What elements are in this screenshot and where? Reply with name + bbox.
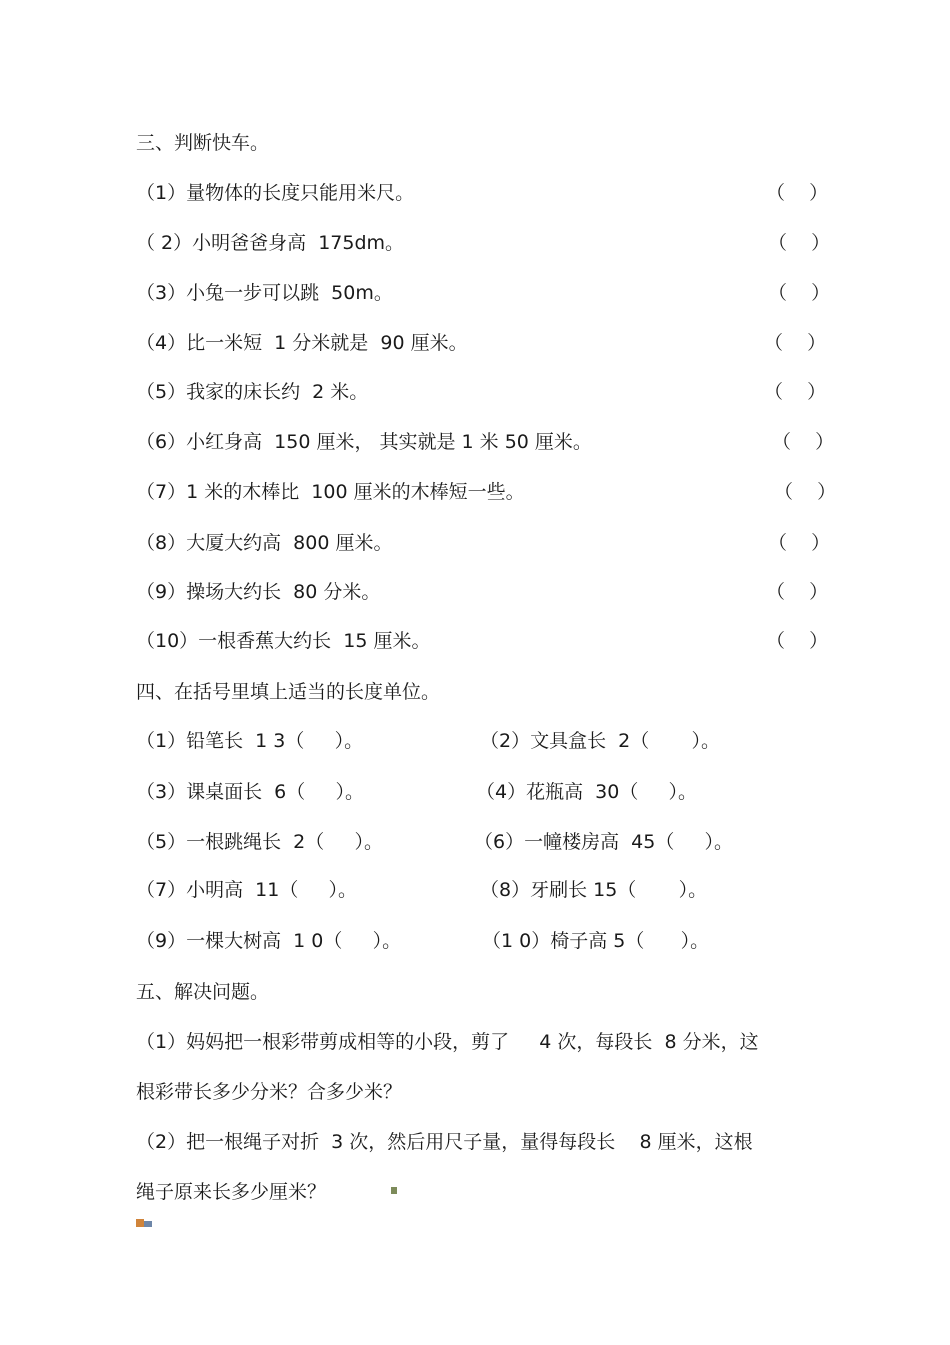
judge-answer-3: （ ） <box>768 282 831 304</box>
unit-item-3: （3）课桌面长 6（ ）。 <box>136 781 364 803</box>
unit-item-9: （9）一棵大树高 1 0（ ）。 <box>136 930 402 952</box>
unit-item-7: （7）小明高 11（ ）。 <box>136 879 358 901</box>
judge-item-8: （8）大厦大约高 800 厘米。 <box>136 532 393 554</box>
section5-title: 五、解决问题。 <box>136 981 270 1003</box>
judge-answer-5: （ ） <box>764 381 827 403</box>
judge-item-10: （10）一根香蕉大约长 15 厘米。 <box>136 630 431 652</box>
unit-item-1: （1）铅笔长 1 3（ ）。 <box>136 730 364 752</box>
judge-item-3: （3）小兔一步可以跳 50m。 <box>136 282 393 304</box>
judge-answer-8: （ ） <box>768 532 831 554</box>
problem-1-line-2: 根彩带长多少分米？合多少米？ <box>136 1081 403 1103</box>
judge-answer-10: （ ） <box>766 630 829 652</box>
unit-item-4: （4）花瓶高 30（ ）。 <box>476 781 698 803</box>
unit-item-5: （5）一根跳绳长 2（ ）。 <box>136 831 383 853</box>
problem-2-line-1: （2）把一根绳子对折 3 次，然后用尺子量，量得每段长 8 厘米，这根 <box>136 1131 753 1153</box>
unit-item-6: （6）一幢楼房高 45（ ）。 <box>474 831 734 853</box>
judge-item-1: （1）量物体的长度只能用米尺。 <box>136 182 415 204</box>
judge-answer-4: （ ） <box>764 332 827 354</box>
unit-item-2: （2）文具盒长 2（ ）。 <box>480 730 721 752</box>
judge-answer-9: （ ） <box>766 581 829 603</box>
judge-answer-6: （ ） <box>772 431 835 453</box>
judge-item-7: （7）1 米的木棒比 100 厘米的木棒短一些。 <box>136 481 525 503</box>
problem-2-line-2: 绳子原来长多少厘米？ <box>136 1181 327 1203</box>
problem-1-line-1: （1）妈妈把一根彩带剪成相等的小段，剪了 4 次，每段长 8 分米，这 <box>136 1031 759 1053</box>
unit-item-8: （8）牙刷长 15（ ）。 <box>480 879 708 901</box>
unit-item-10: （1 0）椅子高 5（ ）。 <box>482 930 710 952</box>
decorative-image-fragment-2 <box>136 1219 152 1227</box>
judge-answer-7: （ ） <box>774 481 837 503</box>
judge-item-2: （ 2）小明爸爸身高 175dm。 <box>136 232 405 254</box>
judge-answer-1: （ ） <box>766 182 829 204</box>
decorative-image-fragment <box>391 1187 397 1194</box>
judge-item-9: （9）操场大约长 80 分米。 <box>136 581 381 603</box>
judge-item-6: （6）小红身高 150 厘米， 其实就是 1 米 50 厘米。 <box>136 431 592 453</box>
judge-answer-2: （ ） <box>768 232 831 254</box>
judge-item-5: （5）我家的床长约 2 米。 <box>136 381 369 403</box>
judge-item-4: （4）比一米短 1 分米就是 90 厘米。 <box>136 332 468 354</box>
section4-title: 四、在括号里填上适当的长度单位。 <box>136 681 441 703</box>
section3-title: 三、判断快车。 <box>136 132 270 154</box>
